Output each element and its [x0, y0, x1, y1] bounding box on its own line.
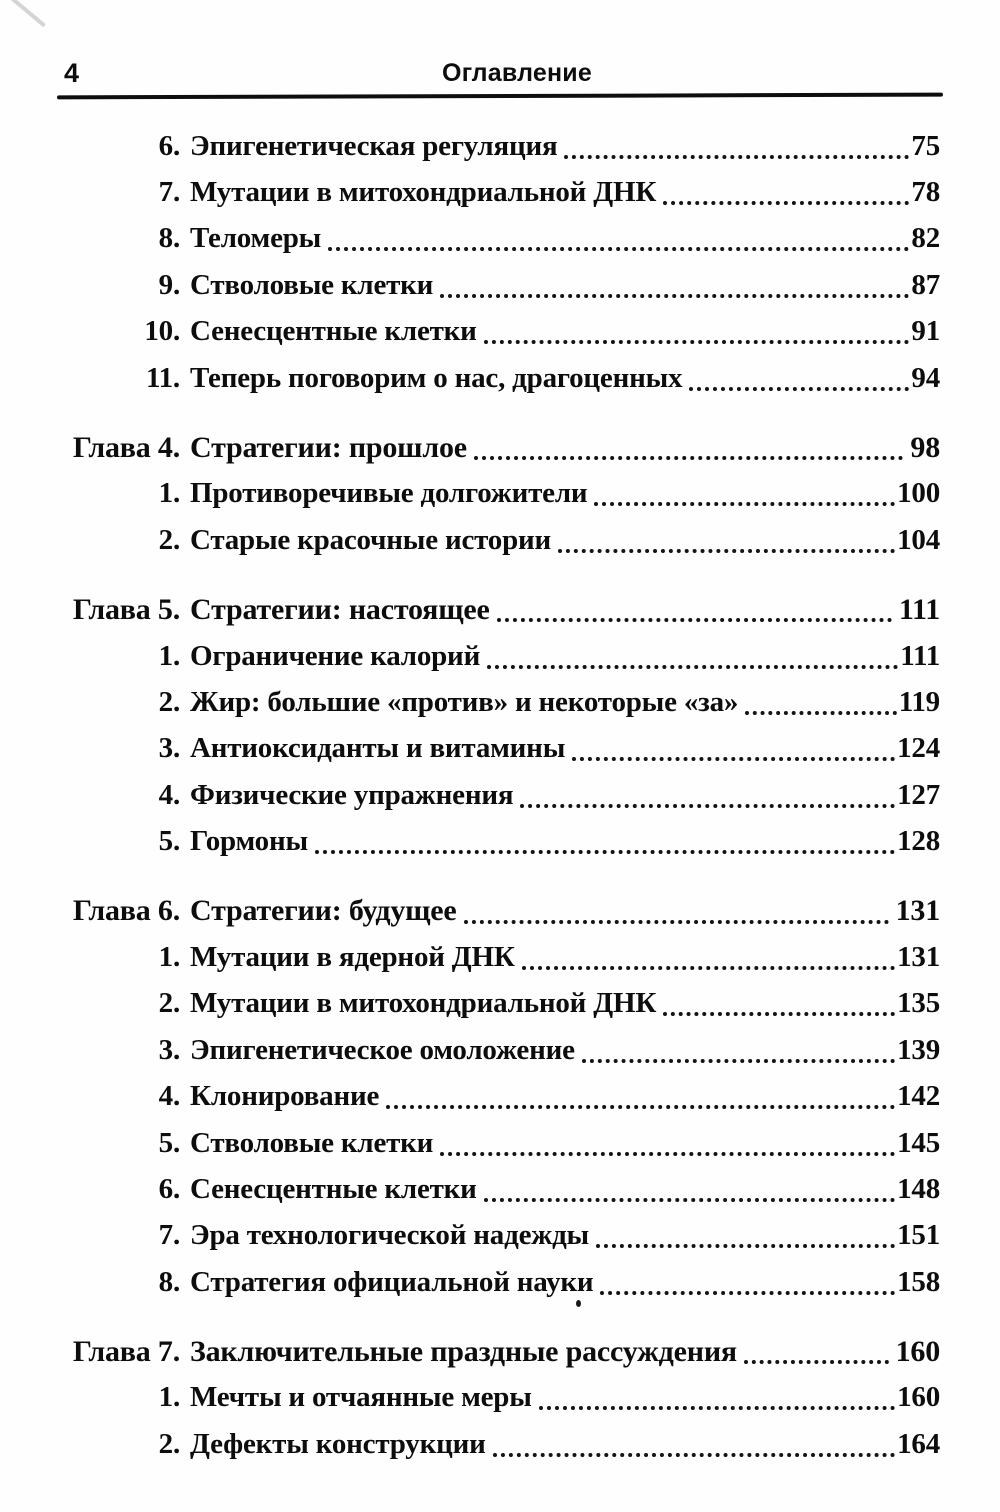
- entry-number: 8.: [158, 222, 180, 255]
- dot-leader: [328, 226, 909, 251]
- entry-page-number: 78: [911, 176, 940, 209]
- toc-chapter-row: [62, 888, 940, 934]
- toc-item-row: [62, 355, 940, 401]
- header-rule: [57, 93, 943, 100]
- entry-title: Теперь поговорим о нас, драгоценных: [190, 361, 683, 394]
- entry-page-number: 164: [897, 1427, 940, 1460]
- running-head-title: Оглавление: [442, 59, 592, 87]
- dot-leader: [744, 1339, 889, 1364]
- toc-item-row: [62, 934, 940, 980]
- entry-page-number: 158: [897, 1265, 940, 1298]
- dot-leader: [497, 597, 892, 622]
- toc-item-row: [62, 1027, 940, 1073]
- dot-leader: [487, 644, 898, 669]
- dot-leader: [663, 180, 909, 205]
- entry-title: Мутации в митохондриальной ДНК: [190, 987, 657, 1020]
- entry-number: 1.: [158, 940, 180, 973]
- entry-page-number: 124: [897, 732, 940, 765]
- dot-leader: [386, 1084, 895, 1109]
- dot-leader: [663, 991, 895, 1016]
- entry-title: Эпигенетическое омоложение: [190, 1033, 575, 1066]
- entry-title: Теломеры: [190, 222, 322, 255]
- entry-title: Стволовые клетки: [190, 1126, 434, 1159]
- entry-page-number: 131: [895, 894, 940, 928]
- toc-item-row: [62, 1259, 940, 1305]
- dot-leader: [522, 945, 895, 970]
- dot-leader: [484, 319, 910, 344]
- toc-chapter-row: [62, 587, 940, 633]
- entry-page-number: 111: [900, 639, 940, 672]
- page-header: [62, 56, 940, 90]
- entry-number: 3.: [158, 1033, 180, 1066]
- dot-leader: [315, 829, 895, 854]
- entry-title: Ограничение калорий: [190, 639, 481, 672]
- toc-item-row: [62, 1166, 940, 1212]
- scan-corner-artifact: [0, 0, 46, 27]
- dot-leader: [564, 134, 909, 159]
- dot-leader: [558, 528, 895, 553]
- entry-page-number: 87: [911, 268, 940, 301]
- dot-leader: [520, 783, 895, 808]
- entry-title: Антиоксиданты и витамины: [190, 732, 566, 765]
- entry-number: 2.: [158, 685, 180, 718]
- dot-leader: [464, 899, 889, 924]
- entry-number: 2.: [158, 1427, 180, 1460]
- dot-leader: [440, 1131, 895, 1156]
- dot-leader: [572, 736, 895, 761]
- toc-item-row: [62, 169, 940, 215]
- toc-item-row: [62, 216, 940, 262]
- toc-item-row: [62, 1073, 940, 1119]
- entry-page-number: 75: [911, 129, 940, 162]
- toc-item-row: [62, 1375, 940, 1421]
- dot-leader: [440, 273, 909, 298]
- entry-number: 1.: [158, 477, 180, 510]
- entry-page-number: 131: [897, 940, 940, 973]
- entry-page-number: 111: [898, 592, 940, 626]
- entry-number: 4.: [158, 778, 180, 811]
- entry-number: 6.: [158, 1172, 180, 1205]
- entry-number: 2.: [158, 987, 180, 1020]
- dot-leader: [539, 1385, 895, 1410]
- entry-page-number: 104: [897, 523, 940, 556]
- entry-number: Глава 5.: [72, 592, 180, 626]
- toc-item-row: [62, 981, 940, 1027]
- entry-page-number: 119: [898, 685, 940, 718]
- entry-number: 8.: [158, 1265, 180, 1298]
- entry-title: Эпигенетическая регуляция: [190, 129, 558, 162]
- entry-page-number: 127: [897, 778, 940, 811]
- dot-leader: [594, 481, 895, 506]
- entry-number: 2.: [158, 523, 180, 556]
- entry-page-number: 148: [897, 1172, 940, 1205]
- dot-leader: [745, 690, 897, 715]
- entry-number: 3.: [158, 732, 180, 765]
- entry-page-number: 82: [911, 222, 940, 255]
- toc-item-row: [62, 471, 940, 517]
- toc-item-row: [62, 309, 940, 355]
- entry-title: Мутации в ядерной ДНК: [190, 940, 515, 973]
- entry-title: Мутации в митохондриальной ДНК: [190, 176, 657, 209]
- entry-title: Эра технологической надежды: [190, 1219, 589, 1252]
- toc-item-row: [62, 1213, 940, 1259]
- dot-leader: [484, 1177, 895, 1202]
- entry-title: Мечты и отчаянные меры: [190, 1381, 532, 1414]
- entry-number: 7.: [158, 1219, 180, 1252]
- entry-page-number: 135: [897, 987, 940, 1020]
- toc-item-row: [62, 818, 940, 864]
- entry-title: Стратегии: будущее: [190, 894, 457, 928]
- toc-list: [62, 123, 940, 1468]
- entry-number: 5.: [158, 1126, 180, 1159]
- entry-number: 6.: [158, 129, 180, 162]
- entry-number: 10.: [144, 315, 180, 348]
- entry-page-number: 142: [897, 1080, 940, 1113]
- dot-leader: [474, 435, 904, 460]
- entry-number: Глава 7.: [72, 1334, 180, 1368]
- entry-number: 1.: [158, 1381, 180, 1414]
- entry-title: Стратегии: прошлое: [190, 430, 467, 464]
- toc-chapter-row: [62, 424, 940, 470]
- entry-title: Стратегия официальной науки: [190, 1265, 594, 1298]
- entry-page-number: 91: [911, 315, 940, 348]
- entry-title: Старые красочные истории: [190, 523, 552, 556]
- entry-page-number: 145: [897, 1126, 940, 1159]
- toc-item-row: [62, 679, 940, 725]
- entry-page-number: 151: [897, 1219, 940, 1252]
- toc-chapter-row: [62, 1328, 940, 1374]
- entry-title: Заключительные праздные рассуждения: [190, 1334, 737, 1368]
- entry-title: Стратегии: настоящее: [190, 592, 490, 626]
- entry-title: Жир: большие «против» и некоторые «за»: [190, 685, 739, 718]
- toc-item-row: [62, 1421, 940, 1467]
- dot-leader: [493, 1432, 895, 1457]
- entry-number: Глава 4.: [72, 430, 180, 464]
- entry-page-number: 160: [897, 1381, 940, 1414]
- entry-page-number: 100: [897, 477, 940, 510]
- entry-title: Сенесцентные клетки: [190, 1172, 477, 1205]
- toc-item-row: [62, 633, 940, 679]
- entry-number: 7.: [158, 176, 180, 209]
- entry-title: Стволовые клетки: [190, 268, 434, 301]
- entry-page-number: 128: [897, 825, 940, 858]
- toc-item-row: [62, 262, 940, 308]
- entry-page-number: 160: [895, 1334, 940, 1368]
- entry-number: Глава 6.: [72, 894, 180, 928]
- entry-page-number: 98: [910, 430, 940, 464]
- toc-item-row: [62, 772, 940, 818]
- entry-title: Гормоны: [190, 825, 308, 858]
- toc-item-row: [62, 1120, 940, 1166]
- dot-leader: [600, 1270, 895, 1295]
- entry-number: 4.: [158, 1080, 180, 1113]
- toc-item-row: [62, 123, 940, 169]
- toc-item-row: [62, 517, 940, 563]
- entry-number: 9.: [158, 268, 180, 301]
- toc-item-row: [62, 726, 940, 772]
- entry-title: Физические упражнения: [190, 778, 514, 811]
- entry-title: Клонирование: [190, 1080, 380, 1113]
- dot-leader: [582, 1038, 895, 1063]
- entry-page-number: 139: [897, 1033, 940, 1066]
- page-number: 4: [64, 58, 80, 88]
- dot-leader: [596, 1223, 895, 1248]
- entry-title: Противоречивые долгожители: [190, 477, 588, 510]
- entry-page-number: 94: [911, 361, 940, 394]
- entry-title: Дефекты конструкции: [190, 1427, 486, 1460]
- entry-title: Сенесцентные клетки: [190, 315, 477, 348]
- entry-number: 5.: [158, 825, 180, 858]
- dot-leader: [689, 366, 909, 391]
- entry-number: 1.: [158, 639, 180, 672]
- entry-number: 11.: [145, 361, 180, 394]
